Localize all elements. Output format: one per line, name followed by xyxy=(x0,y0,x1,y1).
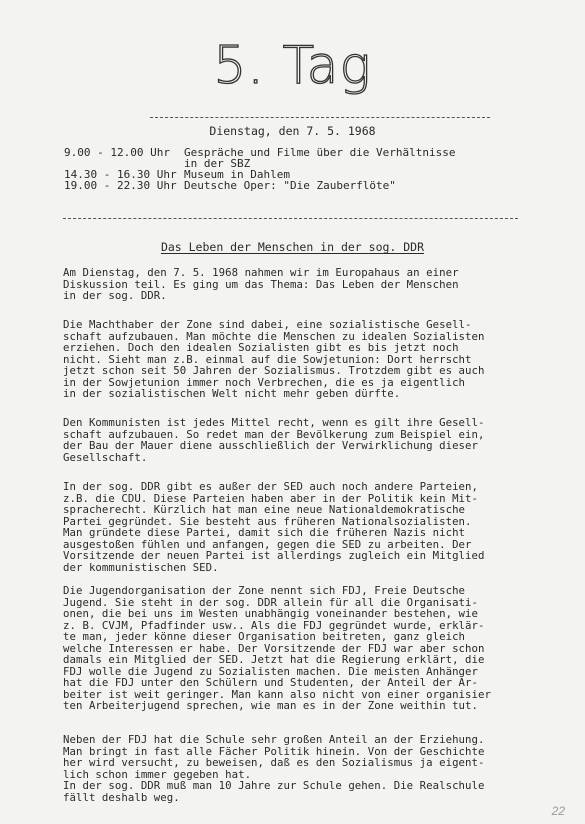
schedule-desc: Gespräche und Filme über die Verhältnisse in der SBZ xyxy=(184,146,456,170)
page-title: 5. Tag xyxy=(213,36,372,96)
paragraph: Neben der FDJ hat die Schule sehr großen Anteil an der Erziehung. Man bringt in fast alle Fächer Politik hinein. Von der Geschichte her wird versucht, zu beweisen, daß es den Sozialismus ja eigent- lich schon immer gegeben hat. In der sog. DDR muß man 10 Jahre zur Schule gehen. Die Realschule fällt deshalb weg. xyxy=(63,733,485,804)
schedule-time: 14.30 - 16.30 Uhr xyxy=(64,168,177,181)
schedule xyxy=(64,147,456,191)
paragraph: In der sog. DDR gibt es außer der SED auch noch andere Parteien, z.B. die CDU. Diese Parteien haben aber in der Politik kein Mit- spracherecht. Kürzlich hat man eine neue Nationaldemokratische Partei gegründet. Sie besteht aus früheren Nationalsozialisten. Man gründete diese Partei, damit sich die früheren Nazis nicht ausgestoßen fühlen und anfangen, gegen die SED zu arbeiten. Der Vorsitzende der neuen Partei ist allerdings zugleich ein Mitglied der kommunistischen SED. xyxy=(63,480,485,574)
schedule-desc: Deutsche Oper: "Die Zauberflöte" xyxy=(184,179,396,192)
divider-middle xyxy=(63,218,518,219)
schedule-row xyxy=(64,180,456,191)
schedule-time: 19.00 - 22.30 Uhr xyxy=(64,179,177,192)
divider-top xyxy=(150,117,490,118)
schedule-row xyxy=(64,147,456,169)
paragraph: Die Jugendorganisation der Zone nennt sich FDJ, Freie Deutsche Jugend. Sie steht in der sog. DDR allein für all die Organisati- onen, die bei uns im Westen unabhängig voneinander bestehen, wie z. B. CVJM, Pfadfinder usw.. Als die FDJ gegründet wurde, erklär- te man, jeder könne dieser Organisation beitreten, ganz gleich welche Interessen er habe. Der Vorsitzende der FDJ war aber schon damals ein Mitglied der SED. Jetzt hat die Regierung erklärt, die FDJ wolle die Jugend zu Sozialisten machen. Die meisten Anhänger hat die FDJ unter den Schülern und Studenten, der Anteil der Ar- beiter ist weit geringer. Man kann also nicht von einer organisier ten Arbeiterjugend sprechen, wie man es in der Zone weithin tut. xyxy=(63,584,491,712)
section-heading: Das Leben der Menschen in der sog. DDR xyxy=(160,240,425,254)
schedule-time: 9.00 - 12.00 Uhr xyxy=(64,146,170,159)
schedule-desc: Museum in Dahlem xyxy=(184,168,290,181)
page-number-mark: 22 xyxy=(551,804,565,818)
paragraph: Den Kommunisten ist jedes Mittel recht, wenn es gilt ihre Gesell- schaft aufzubauen. So redet man der Bevölkerung zum Beispiel ein, der Bau der Mauer diene ausschließlich der Verwirklichung dieser Gesellschaft. xyxy=(63,416,485,464)
paragraph: Am Dienstag, den 7. 5. 1968 nahmen wir im Europahaus an einer Diskussion teil. Es ging um das Thema: Das Leben der Menschen in der sog. DDR. xyxy=(63,266,459,302)
date-line: Dienstag, den 7. 5. 1968 xyxy=(209,124,376,138)
paragraph: Die Machthaber der Zone sind dabei, eine sozialistische Gesell- schaft aufzubauen. Man möchte die Menschen zu idealen Sozialisten erziehen. Doch den idealen Sozialisten gibt es bis jetzt noch nicht. Sieht man z.B. einmal auf die Sowjetunion: Dort herrscht jetzt schon seit 50 Jahren der Sozialismus. Trotzdem gibt es auch in der Sowjetunion immer noch Verbrechen, die es ja eigentlich in der sozialistischen Welt nicht mehr geben dürfte. xyxy=(63,318,485,400)
